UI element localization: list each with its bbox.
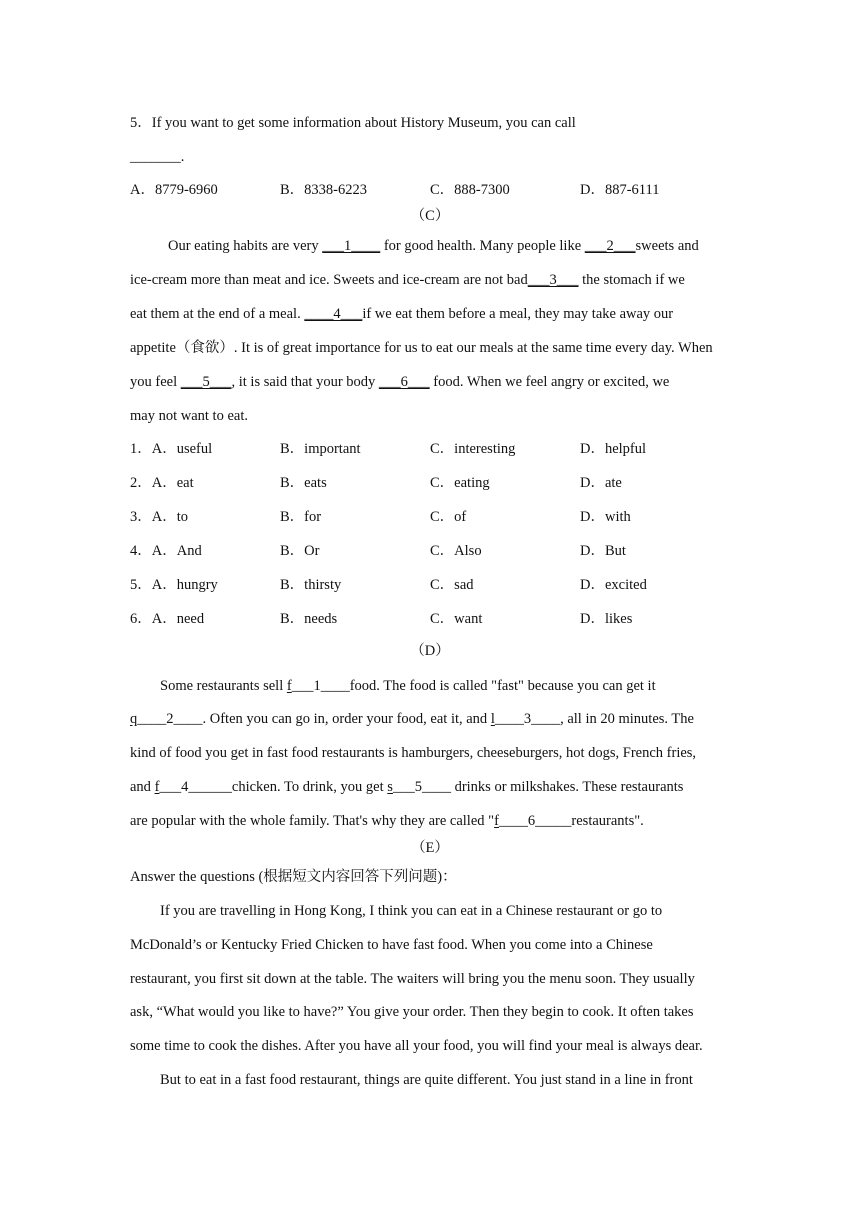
c-line-6 [130, 406, 248, 426]
c-q2-b: B．eats [280, 475, 327, 491]
q5-option-b: B．8338-6223 [280, 182, 367, 198]
c-text: you feel [130, 374, 181, 390]
d-blank-1: ___1____ [291, 678, 350, 694]
c-text: ice-cream more than meat and ice. Sweets and ice-cream are not bad [130, 272, 528, 288]
c-blank-5: ___5___ [180, 374, 232, 390]
d-text: . Often you can go in, order your food, eat it, and [202, 711, 491, 727]
c-q1-d: D．helpful [580, 441, 647, 457]
q5-option-d: D．887-6111 [580, 182, 660, 198]
d-text: Some restaurants sell [160, 678, 287, 694]
d-line-4 [130, 777, 683, 797]
c-line-4 [130, 338, 713, 358]
d-line-2 [130, 709, 694, 729]
c-q3-d: D．with [580, 509, 631, 525]
d-blank-5: ___5____ [392, 779, 451, 795]
d-blank-3: ____3____ [494, 711, 561, 727]
e-line-2: McDonald’s or Kentucky Fried Chicken to have fast food. When you come into a Chinese [130, 937, 653, 953]
c-line-3 [130, 304, 673, 324]
section-c-heading: （C） [410, 208, 450, 224]
d-text: , all in 20 minutes. The [560, 711, 694, 727]
c-q4-d: D．But [580, 543, 626, 559]
c-text: sweets and [635, 238, 699, 254]
d-hint-letter: s [387, 779, 393, 795]
c-blank-4: ____4___ [304, 306, 363, 322]
c-line-2 [130, 270, 685, 290]
d-blank-6: ____6_____ [498, 813, 572, 829]
c-q5-d: D．excited [580, 577, 647, 593]
d-text: drinks or milkshakes. These restaurants [450, 779, 684, 795]
e-instruction: Answer the questions (根据短文内容回答下列问题)： [130, 869, 457, 885]
c-text: if we eat them before a meal, they may take away our [362, 306, 674, 322]
e-line-6: But to eat in a fast food restaurant, things are quite different. You just stand in a line in front [160, 1072, 693, 1088]
c-q3-b: B．for [280, 509, 322, 525]
c-q5-a: 5．A．hungry [130, 577, 218, 593]
d-text: restaurants". [571, 813, 644, 829]
c-blank-2: ___2___ [584, 238, 636, 254]
e-line-1: If you are travelling in Hong Kong, I think you can eat in a Chinese restaurant or go to [160, 903, 663, 919]
e-line-4: ask, “What would you like to have?” You give your order. Then they begin to cook. It often takes [130, 1004, 694, 1020]
e-line-5: some time to cook the dishes. After you have all your food, you will find your meal is always dear. [130, 1038, 703, 1054]
c-q6-a: 6．A．need [130, 611, 205, 627]
c-text: Our eating habits are very [168, 238, 323, 254]
d-hint-letter: f [286, 678, 292, 694]
c-q5-b: B．thirsty [280, 577, 342, 593]
c-blank-3: ___3___ [527, 272, 579, 288]
c-q2-a: 2．A．eat [130, 475, 194, 491]
c-q1-a: 1．A．useful [130, 441, 213, 457]
q5-option-a: A．8779-6960 [130, 182, 218, 198]
c-q6-c: C．want [430, 611, 483, 627]
q5-blank: _______. [130, 149, 185, 165]
d-line-5 [130, 811, 644, 831]
c-q4-c: C．Also [430, 543, 482, 559]
c-text: for good health. Many people like [380, 238, 585, 254]
q5-option-c: C．888-7300 [430, 182, 510, 198]
c-line-5 [130, 372, 669, 392]
c-blank-6: ___6___ [378, 374, 430, 390]
c-q6-d: D．likes [580, 611, 633, 627]
d-hint-letter: f [494, 813, 499, 829]
c-q1-b: B．important [280, 441, 361, 457]
d-hint-letter: f [154, 779, 160, 795]
c-text: eat them at the end of a meal. [130, 306, 305, 322]
c-q4-a: 4．A．And [130, 543, 202, 559]
d-hint-letter: l [490, 711, 495, 727]
d-text: chicken. To drink, you get [231, 779, 388, 795]
d-blank-4: ___4______ [159, 779, 232, 795]
d-hint-letter: q [130, 711, 138, 727]
d-text: are popular with the whole family. That's why they are called " [130, 813, 495, 829]
c-text: appetite（食欲）. It is of great importance for us to eat our meals at the same time every day. When [130, 340, 713, 356]
d-line-1 [160, 676, 656, 696]
c-blank-1: ___1____ [322, 238, 381, 254]
c-q2-c: C．eating [430, 475, 490, 491]
d-text: kind of food you get in fast food restaurants is hamburgers, cheeseburgers, hot dogs, French fries, [130, 745, 697, 761]
section-d-heading: （D） [410, 643, 450, 659]
c-q3-c: C．of [430, 509, 467, 525]
c-line-1 [168, 236, 699, 256]
c-q4-b: B．Or [280, 543, 320, 559]
c-q2-d: D．ate [580, 475, 622, 491]
c-q3-a: 3．A．to [130, 509, 188, 525]
c-text: may not want to eat. [130, 408, 248, 424]
q5-stem: 5．If you want to get some information about History Museum, you can call [130, 115, 576, 131]
c-q5-c: C．sad [430, 577, 474, 593]
d-text: food. The food is called "fast" because you can get it [349, 678, 656, 694]
c-text: the stomach if we [578, 272, 685, 288]
e-line-3: restaurant, you first sit down at the table. The waiters will bring you the menu soon. They usually [130, 971, 695, 987]
d-line-3 [130, 743, 696, 763]
section-e-heading: （E） [411, 840, 449, 856]
c-text: , it is said that your body [231, 374, 379, 390]
d-blank-2: ____2____ [137, 711, 203, 727]
d-text: and [130, 779, 155, 795]
c-q6-b: B．needs [280, 611, 338, 627]
c-q1-c: C．interesting [430, 441, 516, 457]
c-text: food. When we feel angry or excited, we [429, 374, 670, 390]
